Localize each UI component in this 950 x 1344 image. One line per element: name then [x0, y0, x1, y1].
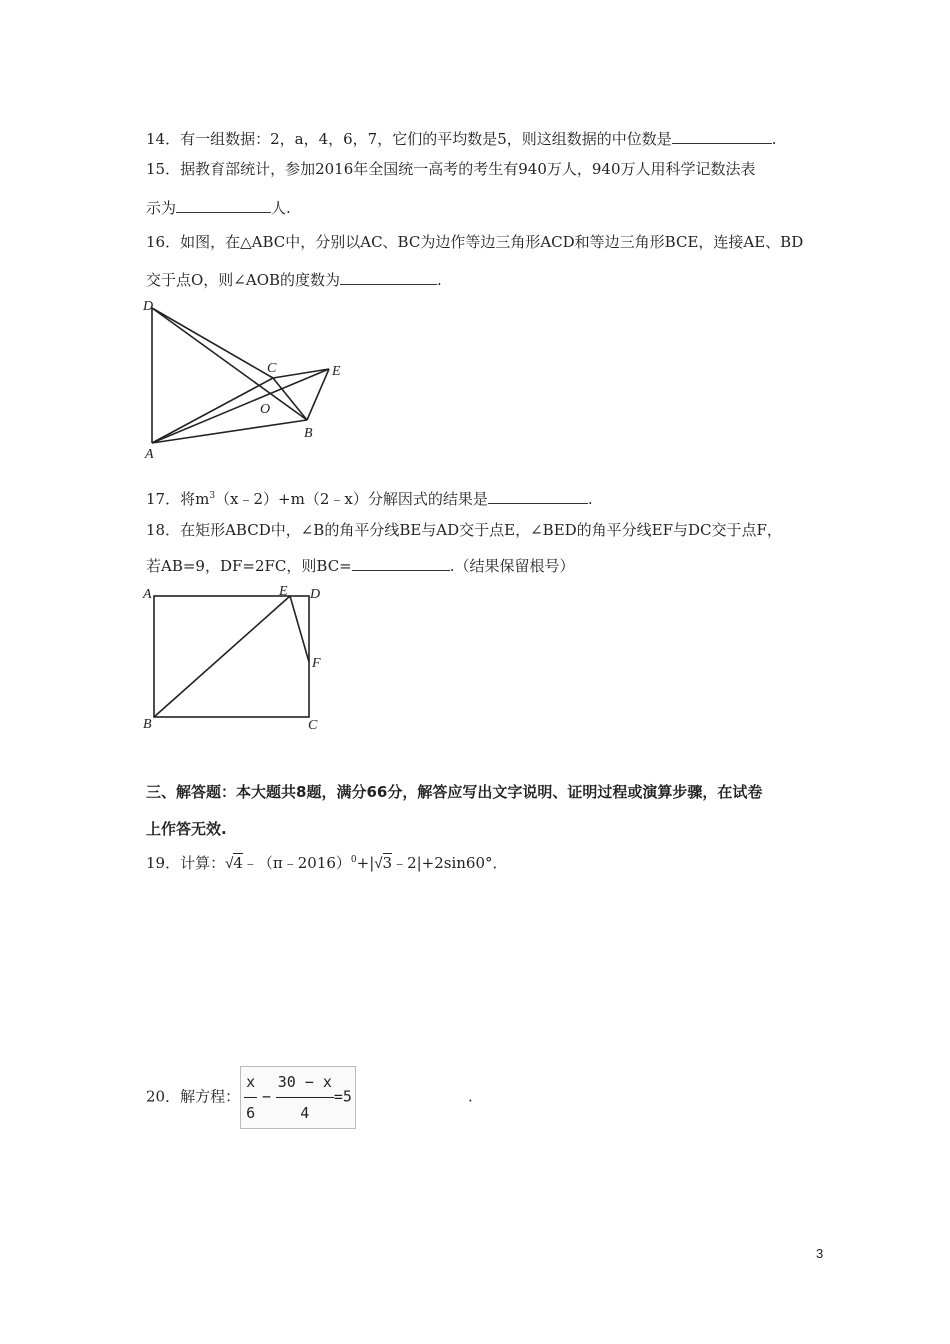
answer-blank[interactable] — [340, 270, 437, 285]
question-18-line-2 — [146, 556, 575, 576]
question-17-rest: （x﹣2）+m（2﹣x）分解因式的结果是 — [215, 490, 488, 508]
sqrt-4-value: 4 — [233, 854, 243, 872]
question-16-end: . — [437, 271, 442, 289]
equals-five: =5 — [333, 1087, 352, 1106]
question-20-start: 20．解方程： — [146, 1087, 241, 1106]
question-15-line-2 — [146, 198, 291, 218]
question-14-text: 14．有一组数据：2，a，4，6，7，它们的平均数是5，则这组数据的中位数是 — [146, 130, 672, 148]
label-D: D — [310, 587, 321, 602]
question-15-end: 人. — [271, 199, 291, 217]
numerator: x — [244, 1067, 257, 1098]
label-O: O — [260, 402, 271, 417]
label-B: B — [304, 426, 313, 441]
question-15-start: 示为 — [146, 199, 177, 217]
fraction-x-over-6 — [244, 1067, 257, 1128]
minus-sign: − — [261, 1087, 271, 1106]
answer-blank[interactable] — [488, 489, 588, 504]
question-19-start: 19．计算： — [146, 854, 226, 872]
question-19-part-4: ﹣2|+2sin60°． — [392, 854, 508, 872]
label-E: E — [332, 364, 341, 379]
question-17-start: 17．将m — [146, 490, 210, 508]
question-14-end: . — [771, 130, 777, 148]
question-14 — [146, 129, 777, 149]
label-E: E — [279, 584, 288, 599]
sqrt-3-value: 3 — [382, 854, 393, 872]
question-19-part-3: +| — [356, 854, 375, 872]
question-17-end: . — [587, 490, 593, 508]
fraction-30-minus-x-over-4 — [276, 1067, 334, 1128]
rectangle-figure — [140, 582, 330, 734]
question-20-end: . — [467, 1087, 473, 1106]
question-18-start: 若AB=9，DF=2FC，则BC= — [146, 557, 352, 575]
question-16-line-2 — [146, 270, 442, 290]
label-F: F — [312, 656, 321, 671]
label-A: A — [143, 587, 152, 602]
label-C: C — [308, 718, 318, 733]
equation-image — [240, 1066, 356, 1129]
exponent: 3 — [209, 491, 216, 501]
exponent-zero: 0 — [350, 855, 357, 865]
question-16-start: 交于点O，则∠AOB的度数为 — [146, 271, 341, 289]
numerator: 30 − x — [276, 1067, 334, 1098]
question-17 — [146, 486, 593, 509]
question-18-end: .（结果保留根号） — [449, 557, 575, 575]
denominator: 6 — [246, 1104, 256, 1122]
question-18-line-1: 18．在矩形ABCD中，∠B的角平分线BE与AD交于点E，∠BED的角平分线EF与DC交于点F， — [146, 521, 782, 539]
triangle-figure — [140, 295, 350, 465]
label-B: B — [143, 717, 152, 732]
label-D: D — [143, 299, 154, 314]
label-A: A — [145, 447, 154, 462]
answer-blank[interactable] — [176, 198, 271, 213]
page-number: 3 — [816, 1246, 824, 1261]
question-16-line-1: 16．如图，在△ABC中，分别以AC、BC为边作等边三角形ACD和等边三角形BCE，连接AE、BD — [146, 233, 804, 251]
section-3-heading-line-1: 三、解答题：本大题共8题，满分66分，解答应写出文字说明、证明过程或演算步骤，在试卷 — [146, 783, 763, 801]
section-3-heading-line-2: 上作答无效. — [146, 820, 227, 838]
sqrt-icon: √ — [374, 855, 383, 872]
question-19-part-2: ﹣（π﹣2016） — [242, 854, 351, 872]
question-15-line-1: 15．据教育部统计，参加2016年全国统一高考的考生有940万人，940万人用科学记数法表 — [146, 160, 756, 178]
question-19 — [146, 850, 508, 874]
denominator: 4 — [300, 1104, 310, 1122]
question-20 — [146, 1066, 473, 1129]
sqrt-icon: √ — [225, 855, 234, 872]
label-C: C — [267, 361, 277, 376]
answer-blank[interactable] — [352, 556, 450, 571]
answer-blank[interactable] — [672, 129, 772, 144]
